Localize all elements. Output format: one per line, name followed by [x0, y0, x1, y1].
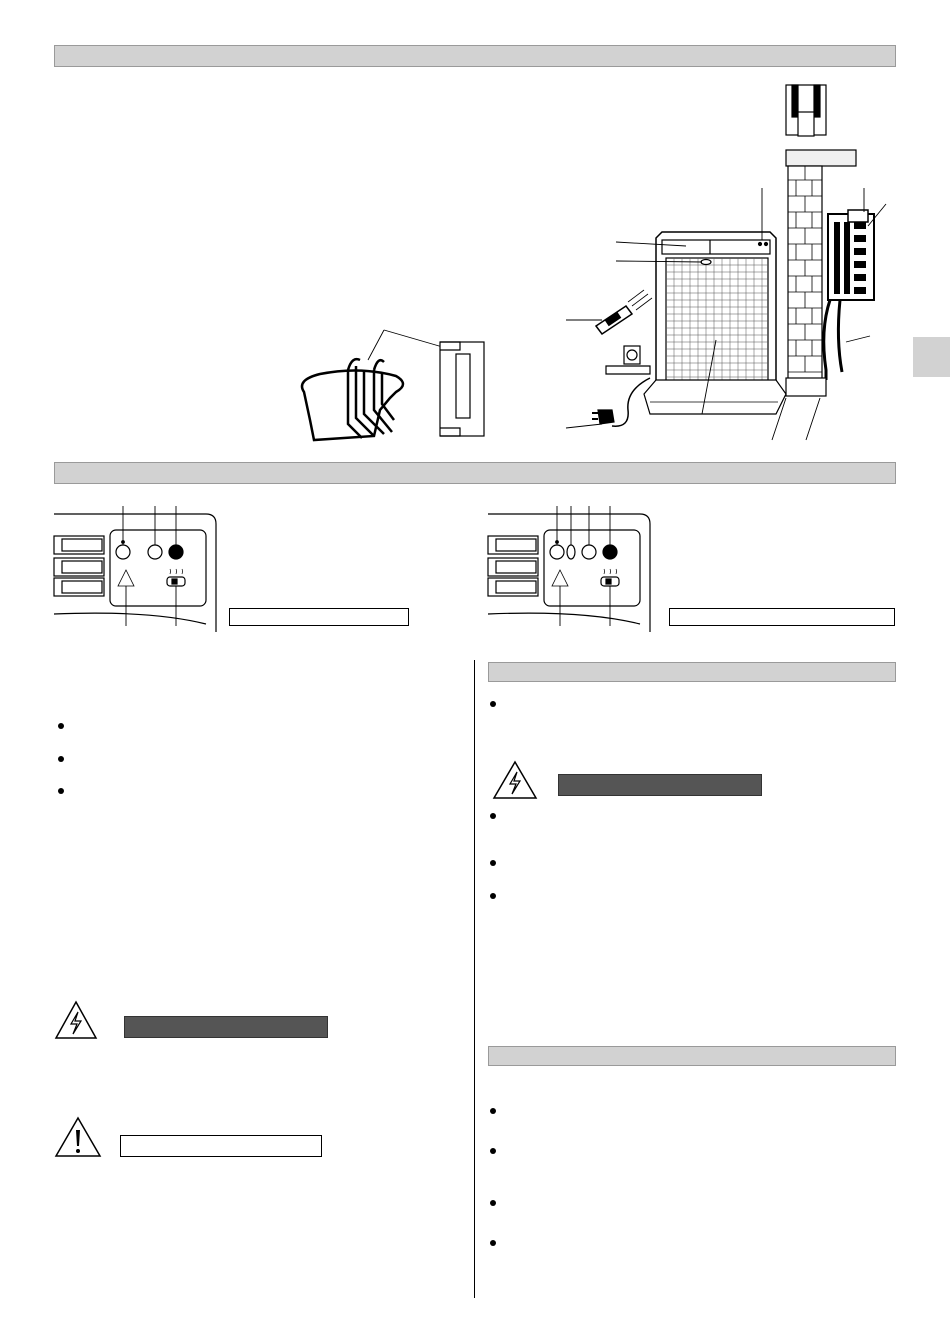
bullet-point — [58, 788, 64, 794]
bullet-point — [58, 723, 64, 729]
control-panel-diagram-right — [0, 0, 950, 660]
bullet-point — [490, 893, 496, 899]
bullet-point — [490, 701, 496, 707]
warning-band-electric-left — [124, 1016, 328, 1038]
bullet-point — [490, 813, 496, 819]
panel-caption-box-right — [669, 608, 895, 626]
bullet-point — [58, 756, 64, 762]
exclamation-triangle-icon — [54, 1116, 102, 1158]
section-header-band-right-1 — [488, 662, 896, 682]
bullet-point — [490, 1148, 496, 1154]
lightning-triangle-icon — [54, 1000, 98, 1040]
warning-band-electric-right — [558, 774, 762, 796]
warning-caption-box-left — [120, 1135, 322, 1157]
column-divider — [474, 660, 475, 1298]
section-header-band-right-2 — [488, 1046, 896, 1066]
bullet-point — [490, 1108, 496, 1114]
bullet-point — [490, 860, 496, 866]
bullet-point — [490, 1200, 496, 1206]
lightning-triangle-icon — [492, 760, 538, 800]
bullet-point — [490, 1240, 496, 1246]
